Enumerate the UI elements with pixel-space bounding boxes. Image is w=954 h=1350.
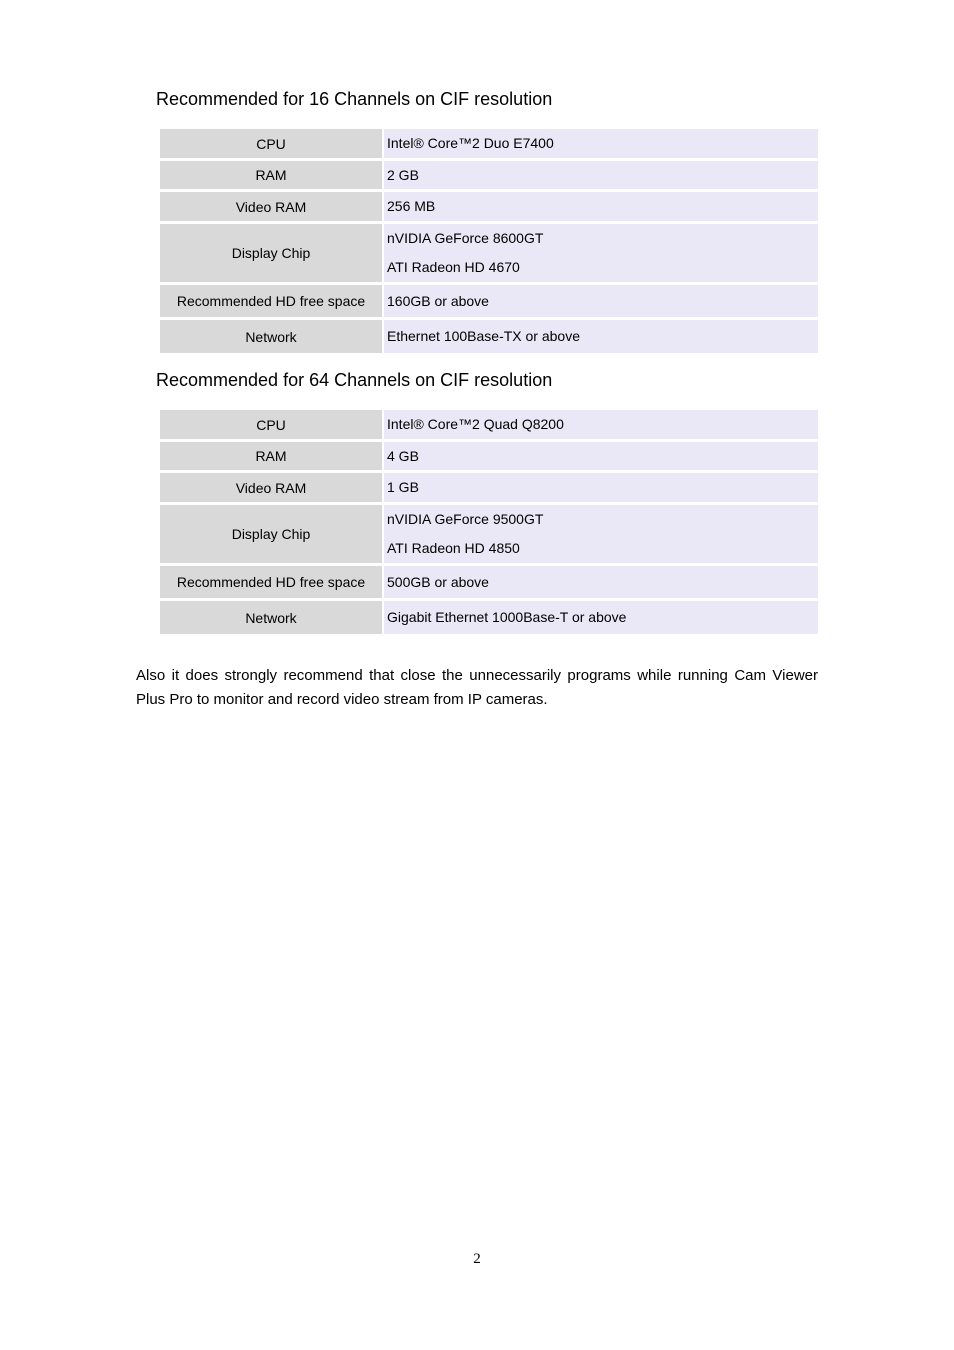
table-row <box>160 505 818 566</box>
table-row <box>160 442 818 473</box>
spec-value-line: 2 GB <box>387 166 419 183</box>
spec-value-line: 1 GB <box>387 479 419 495</box>
spec-value-line: ATI Radeon HD 4850 <box>387 540 520 556</box>
section-title-64-channels: Recommended for 64 Channels on CIF resolution <box>156 370 553 390</box>
spec-label: Recommended HD free space <box>160 285 384 317</box>
spec-label: RAM <box>160 161 384 189</box>
spec-label: CPU <box>160 129 384 158</box>
recommendation-note: Also it does strongly recommend that close the unnecessarily programs while running Cam Viewer Plus Pro to monitor and record video stream from IP cameras. <box>136 667 818 708</box>
spec-value-line: 4 GB <box>387 447 419 464</box>
section-title-16-channels: Recommended for 16 Channels on CIF resolution <box>156 89 553 109</box>
spec-label: Network <box>160 601 384 634</box>
spec-value <box>384 601 818 634</box>
table-row <box>160 224 818 285</box>
spec-value <box>384 566 818 598</box>
spec-value-line: Intel® Core™2 Duo E7400 <box>387 135 554 151</box>
spec-value <box>384 473 818 502</box>
spec-value <box>384 129 818 158</box>
spec-value-line: Gigabit Ethernet 1000Base-T or above <box>387 609 627 625</box>
spec-table-64-channels <box>160 410 818 634</box>
spec-value-line: Ethernet 100Base-TX or above <box>387 328 581 344</box>
table-row <box>160 320 818 353</box>
spec-label: Display Chip <box>160 505 384 563</box>
page-number: 2 <box>473 1251 481 1267</box>
spec-value-line: ATI Radeon HD 4670 <box>387 259 520 275</box>
spec-label: Display Chip <box>160 224 384 282</box>
spec-value-line: 256 MB <box>387 198 436 214</box>
spec-label: RAM <box>160 442 384 470</box>
spec-value <box>384 285 818 317</box>
table-row <box>160 129 818 161</box>
spec-value-line: nVIDIA GeForce 9500GT <box>387 511 544 527</box>
spec-value <box>384 161 818 189</box>
spec-value-line: 500GB or above <box>387 573 489 590</box>
spec-label: Video RAM <box>160 473 384 502</box>
spec-value <box>384 505 818 563</box>
spec-value <box>384 410 818 439</box>
spec-label: Recommended HD free space <box>160 566 384 598</box>
spec-table-16-channels <box>160 129 818 353</box>
table-row <box>160 161 818 192</box>
spec-value-line: nVIDIA GeForce 8600GT <box>387 230 544 246</box>
spec-label: Video RAM <box>160 192 384 221</box>
table-row <box>160 473 818 505</box>
table-row <box>160 192 818 224</box>
spec-label: CPU <box>160 410 384 439</box>
spec-value <box>384 320 818 353</box>
spec-label: Network <box>160 320 384 353</box>
table-row <box>160 566 818 601</box>
table-row <box>160 601 818 634</box>
spec-value-line: 160GB or above <box>387 292 489 309</box>
spec-value <box>384 442 818 470</box>
table-row <box>160 285 818 320</box>
spec-value <box>384 224 818 282</box>
spec-value-line: Intel® Core™2 Quad Q8200 <box>387 416 564 432</box>
spec-value <box>384 192 818 221</box>
table-row <box>160 410 818 442</box>
